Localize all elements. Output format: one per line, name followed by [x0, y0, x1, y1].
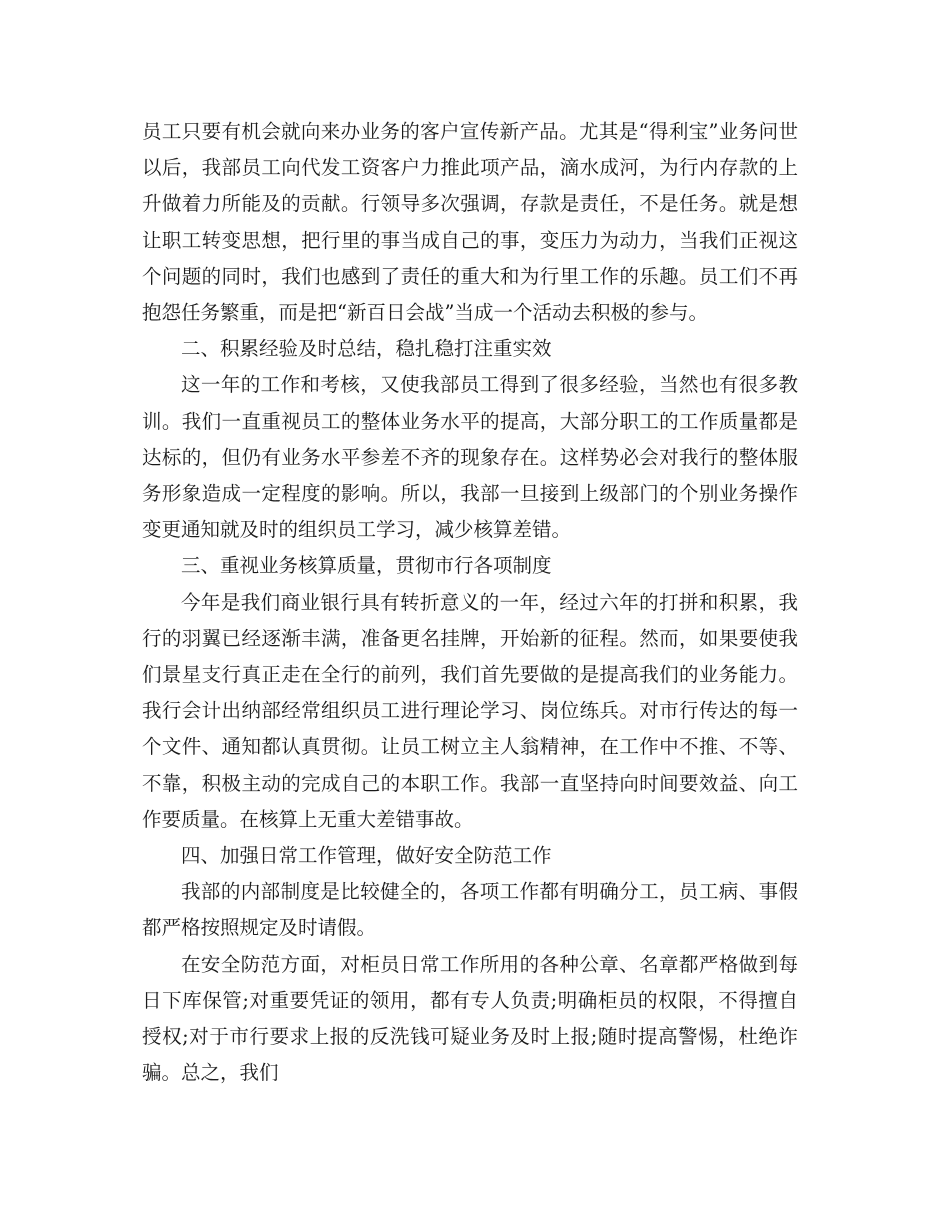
paragraph-section-2: 这一年的工作和考核，又使我部员工得到了很多经验，当然也有很多教训。我们一直重视员工的整体业务水平的提高，大部分职工的工作质量都是达标的，但仍有业务水平参差不齐的现象存在。这样势必会对我行的整体服务形象造成一定程度的影响。所以，我部一旦接到上级部门的个别业务操作变更通知就及时的组织员工学习，减少核算差错。 [142, 373, 798, 542]
paragraph-section-3: 今年是我们商业银行具有转折意义的一年，经过六年的打拼和积累，我行的羽翼已经逐渐丰满，准备更名挂牌，开始新的征程。然而，如果要使我们景星支行真正走在全行的前列，我们首先要做的是提高我们的业务能力。我行会计出纳部经常组织员工进行理论学习、岗位练兵。对市行传达的每一个文件、通知都认真贯彻。让员工树立主人翁精神，在工作中不推、不等、不靠，积极主动的完成自己的本职工作。我部一直坚持向时间要效益、向工作要质量。在核算上无重大差错事故。 [142, 590, 798, 831]
section-heading-3: 三、重视业务核算质量，贯彻市行各项制度 [181, 554, 552, 578]
section-heading-2: 二、积累经验及时总结，稳扎稳打注重实效 [181, 337, 552, 361]
document-body [142, 114, 798, 1091]
paragraph-section-4-rules: 我部的内部制度是比较健全的，各项工作都有明确分工，员工病、事假都严格按照规定及时请假。 [142, 880, 798, 940]
paragraph-intro: 员工只要有机会就向来办业务的客户宣传新产品。尤其是“得利宝”业务问世以后，我部员工向代发工资客户力推此项产品，滴水成河，为行内存款的上升做着力所能及的贡献。行领导多次强调，存款是责任，不是任务。就是想让职工转变思想，把行里的事当成自己的事，变压力为动力，当我们正视这个问题的同时，我们也感到了责任的重大和为行里工作的乐趣。员工们不再抱怨任务繁重，而是把“新百日会战”当成一个活动去积极的参与。 [142, 120, 798, 325]
paragraph-section-4-security: 在安全防范方面，对柜员日常工作所用的各种公章、名章都严格做到每日下库保管;对重要凭证的领用，都有专人负责;明确柜员的权限，不得擅自授权;对于市行要求上报的反洗钱可疑业务及时上报;随时提高警惕，杜绝诈骗。总之，我们 [142, 952, 798, 1085]
section-heading-4: 四、加强日常工作管理，做好安全防范工作 [181, 844, 552, 868]
